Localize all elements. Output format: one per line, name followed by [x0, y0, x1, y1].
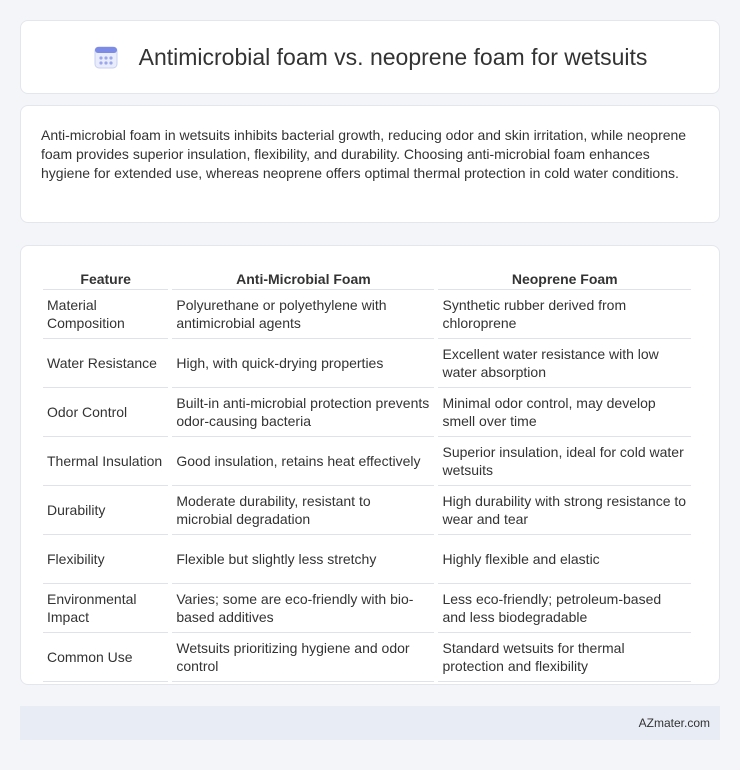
- footer-brand: AZmater.com: [638, 716, 710, 730]
- intro-paragraph: Anti-microbial foam in wetsuits inhibits bacterial growth, reducing odor and skin irritation, while neoprene foam provides superior insulation, flexibility, and durability. Choosing anti-microbial foam enhances hygiene for extended use, whereas neoprene offers optimal thermal protection in cold water conditions.: [41, 127, 687, 181]
- table-row: [43, 388, 691, 437]
- antimicrobial-cell: Flexible but slightly less stretchy: [172, 535, 434, 584]
- antimicrobial-cell: Good insulation, retains heat effectively: [172, 437, 434, 486]
- neoprene-cell: Less eco-friendly; petroleum-based and less biodegradable: [438, 584, 691, 633]
- comparison-card: [20, 245, 720, 685]
- header-neoprene: Neoprene Foam: [438, 266, 691, 290]
- feature-cell: Flexibility: [43, 535, 168, 584]
- comparison-table: [39, 266, 695, 682]
- antimicrobial-cell: Built-in anti-microbial protection prevents odor-causing bacteria: [172, 388, 434, 437]
- header-antimicrobial: Anti-Microbial Foam: [172, 266, 434, 290]
- neoprene-cell: Minimal odor control, may develop smell over time: [438, 388, 691, 437]
- table-row: [43, 290, 691, 339]
- table-row: [43, 486, 691, 535]
- intro-card: [20, 105, 720, 223]
- table-row: [43, 633, 691, 682]
- feature-cell: Common Use: [43, 633, 168, 682]
- calendar-icon: [93, 44, 119, 70]
- neoprene-cell: Highly flexible and elastic: [438, 535, 691, 584]
- footer-bar: [20, 706, 720, 740]
- neoprene-cell: High durability with strong resistance to wear and tear: [438, 486, 691, 535]
- table-header-row: [43, 266, 691, 290]
- table-row: [43, 535, 691, 584]
- neoprene-cell: Superior insulation, ideal for cold water wetsuits: [438, 437, 691, 486]
- neoprene-cell: Excellent water resistance with low water absorption: [438, 339, 691, 388]
- antimicrobial-cell: Wetsuits prioritizing hygiene and odor control: [172, 633, 434, 682]
- table-row: [43, 437, 691, 486]
- antimicrobial-cell: High, with quick-drying properties: [172, 339, 434, 388]
- feature-cell: Durability: [43, 486, 168, 535]
- neoprene-cell: Synthetic rubber derived from chloroprene: [438, 290, 691, 339]
- feature-cell: Odor Control: [43, 388, 168, 437]
- feature-cell: Thermal Insulation: [43, 437, 168, 486]
- antimicrobial-cell: Varies; some are eco-friendly with bio-based additives: [172, 584, 434, 633]
- feature-cell: Environmental Impact: [43, 584, 168, 633]
- page-title: Antimicrobial foam vs. neoprene foam for wetsuits: [138, 43, 648, 70]
- antimicrobial-cell: Moderate durability, resistant to microbial degradation: [172, 486, 434, 535]
- antimicrobial-cell: Polyurethane or polyethylene with antimicrobial agents: [172, 290, 434, 339]
- neoprene-cell: Standard wetsuits for thermal protection and flexibility: [438, 633, 691, 682]
- title-card: [20, 20, 720, 94]
- table-row: [43, 584, 691, 633]
- feature-cell: Material Composition: [43, 290, 168, 339]
- feature-cell: Water Resistance: [43, 339, 168, 388]
- header-feature: Feature: [43, 266, 168, 290]
- table-row: [43, 339, 691, 388]
